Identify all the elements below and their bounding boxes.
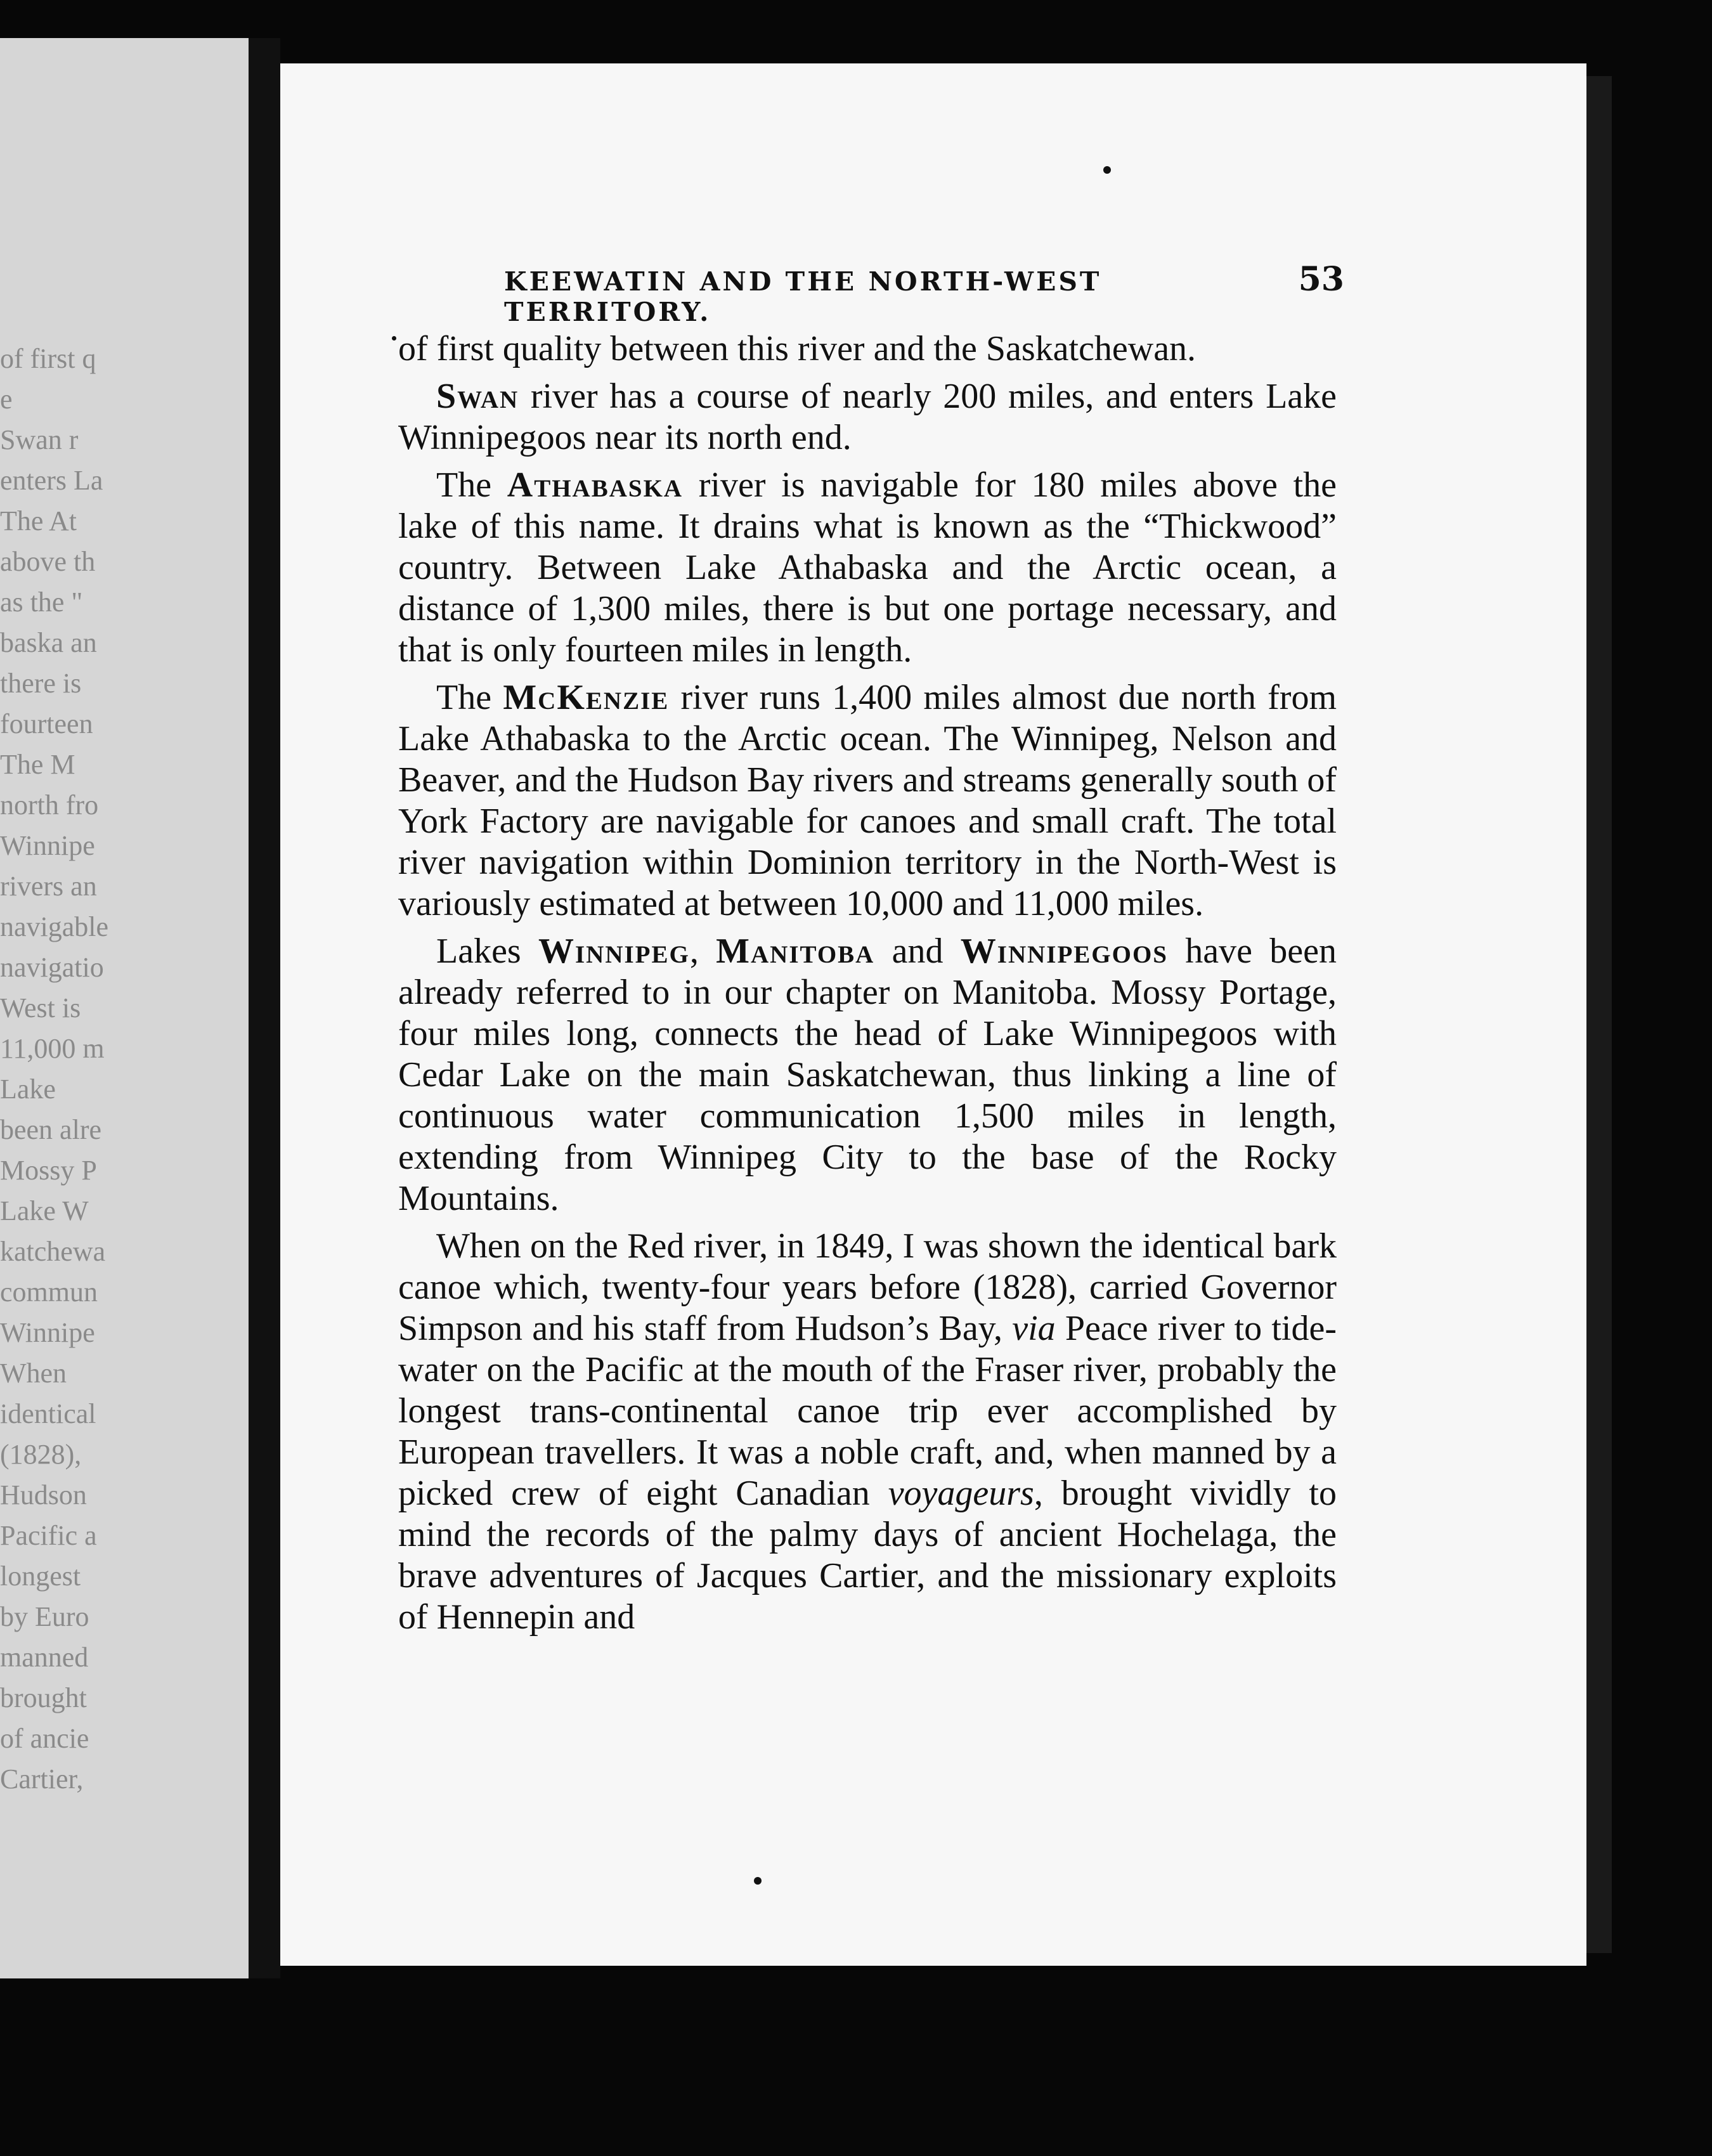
left-page-line: above th bbox=[0, 546, 96, 577]
left-page-line: as the " bbox=[0, 587, 83, 618]
paragraph-athabaska-river bbox=[398, 465, 1337, 671]
left-page-line: commun bbox=[0, 1276, 98, 1308]
left-page-line: by Euro bbox=[0, 1601, 89, 1632]
left-page-line: Cartier, bbox=[0, 1763, 84, 1795]
left-page-line: brought bbox=[0, 1682, 87, 1713]
left-page-line: longest bbox=[0, 1561, 81, 1592]
paragraph-continuation bbox=[398, 328, 1337, 370]
paragraph-text: The bbox=[436, 465, 507, 505]
left-page-line: baska an bbox=[0, 627, 97, 658]
left-page-line: north fro bbox=[0, 789, 99, 821]
paragraph-text: The bbox=[436, 678, 503, 717]
paragraph-text: river has a course of nearly 200 miles, and enters Lake Winnipegoos near its north end. bbox=[398, 377, 1337, 457]
paragraph-text: have been already referred to in our chapter on Manitoba. Mossy Portage, four miles long, connects the head of Lake Winnipegoos with Cedar Lake on the main Saskatchewan, thus linking a line of continuous water communication 1,500 miles in length, extending from Winnipeg City to the base of the Rocky Mountains. bbox=[398, 932, 1337, 1218]
book-gutter bbox=[249, 38, 280, 1978]
left-page-line: (1828), bbox=[0, 1439, 82, 1470]
left-page-line: enters La bbox=[0, 465, 103, 496]
left-page-line: Winnipe bbox=[0, 1317, 95, 1348]
left-page-line: Swan r bbox=[0, 424, 79, 455]
paragraph-text: Lakes bbox=[436, 932, 538, 971]
left-page-line: Lake W bbox=[0, 1195, 89, 1226]
paragraph-text: river is navigable for 180 miles above the lake of this name. It drains what is known as the “Thickwood” country. Between Lake Athabaska and the Arctic ocean, a distance of 1,300 miles, there is but one portage necessary, and that is only fourteen miles in length. bbox=[398, 465, 1337, 670]
ink-speck bbox=[392, 336, 396, 341]
left-page-line: there is bbox=[0, 668, 82, 699]
left-page-line: katchewa bbox=[0, 1236, 106, 1267]
page-number: 53 bbox=[1298, 260, 1344, 299]
river-name: Swan bbox=[436, 377, 519, 416]
left-page-line: rivers an bbox=[0, 871, 97, 902]
left-page-line: Mossy P bbox=[0, 1155, 97, 1186]
river-name: Athabaska bbox=[507, 465, 684, 505]
italic-term: via bbox=[1012, 1309, 1056, 1348]
paragraph-red-river-canoe bbox=[398, 1226, 1337, 1638]
lake-name: Manitoba bbox=[716, 932, 875, 971]
left-page-line: navigatio bbox=[0, 952, 104, 983]
left-page-line: West is bbox=[0, 992, 81, 1023]
paragraph-text: Peace river to tide-water on the Pacific at the mouth of the Fraser river, probably the longest trans-continental canoe trip ever accomplished by European travellers. It was a noble craft, and, when manned by a picked crew of eight Canadian bbox=[398, 1309, 1337, 1513]
paragraph-text: When on the Red river, in 1849, I was shown the identical bark canoe which, twenty-four years before (1828), carried Governor Simpson and his staff from Hudson’s Bay, bbox=[398, 1226, 1337, 1348]
left-page-line: When bbox=[0, 1358, 67, 1389]
italic-term: voyageurs bbox=[888, 1474, 1034, 1513]
page-edge-shadow bbox=[1586, 76, 1612, 1953]
left-page-line: The At bbox=[0, 505, 77, 536]
left-page-line: been alre bbox=[0, 1114, 101, 1145]
left-page-line: fourteen bbox=[0, 708, 93, 739]
running-head: KEEWATIN AND THE NORTH-WEST TERRITORY. bbox=[504, 266, 1102, 327]
left-page-line: Hudson bbox=[0, 1479, 87, 1510]
ink-speck bbox=[754, 1877, 762, 1885]
left-page-line: of first q bbox=[0, 343, 96, 374]
left-page-line: 11,000 m bbox=[0, 1033, 105, 1064]
paragraph-text: river runs 1,400 miles almost due north from Lake Athabaska to the Arctic ocean. The Winnipeg, Nelson and Beaver, and the Hudson Bay rivers and streams generally south of York Factory are navigable for canoes and small craft. The total river navigation within Dominion territory in the North-West is variously estimated at between 10,000 and 11,000 miles. bbox=[398, 678, 1337, 923]
page-body bbox=[398, 328, 1337, 1644]
left-page-line: identical bbox=[0, 1398, 96, 1429]
paragraph-text: of first quality between this river and the Saskatchewan. bbox=[398, 329, 1196, 368]
lake-name: Winnipegoos bbox=[960, 932, 1168, 971]
paragraph-swan-river bbox=[398, 376, 1337, 458]
left-page-line: of ancie bbox=[0, 1723, 89, 1754]
paragraph-mckenzie-river bbox=[398, 677, 1337, 925]
left-page-line: Winnipe bbox=[0, 830, 95, 861]
river-name: McKenzie bbox=[503, 678, 670, 717]
paragraph-text: and bbox=[874, 932, 961, 971]
left-page-line: Pacific a bbox=[0, 1520, 97, 1551]
left-page-line: Lake bbox=[0, 1074, 56, 1105]
lake-name: Winnipeg bbox=[538, 932, 690, 971]
left-page-line: navigable bbox=[0, 911, 109, 942]
ink-speck bbox=[1103, 166, 1111, 174]
paragraph-text: , brought vividly to mind the records of the palmy days of ancient Hochelaga, the brave adventures of Jacques Cartier, and the missionary exploits of Hennepin and bbox=[398, 1474, 1337, 1637]
page-header bbox=[504, 260, 1344, 327]
left-page-fragment bbox=[0, 38, 249, 1978]
left-page-line: The M bbox=[0, 749, 75, 780]
left-page-line: e bbox=[0, 384, 13, 415]
left-page-line: manned bbox=[0, 1642, 89, 1673]
paragraph-lakes bbox=[398, 931, 1337, 1219]
paragraph-text: , bbox=[689, 932, 717, 971]
